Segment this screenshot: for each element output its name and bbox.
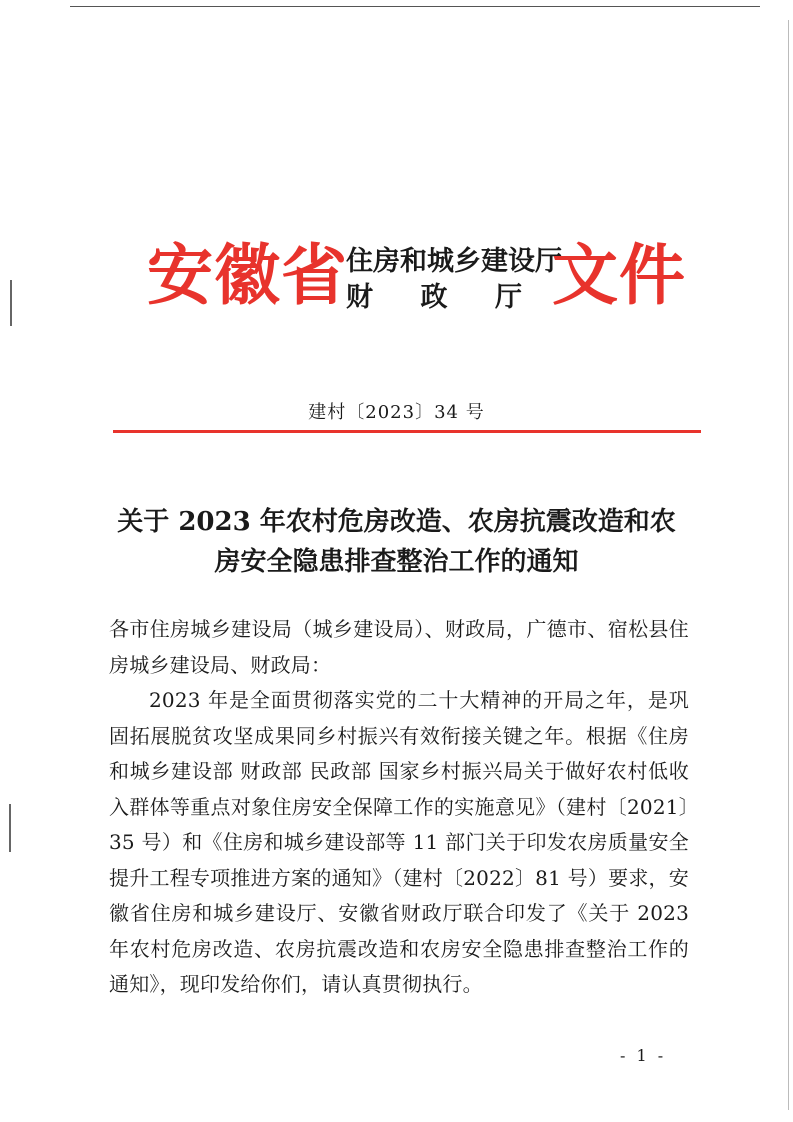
document-number: 建村〔2023〕34 号 bbox=[308, 402, 485, 423]
finance-char-1: 财 bbox=[346, 282, 373, 313]
scan-right-edge bbox=[788, 20, 789, 1110]
scan-mark-lower bbox=[9, 804, 11, 852]
header-departments bbox=[346, 244, 562, 316]
title-line-1: 关于 2023 年农村危房改造、农房抗震改造和农 bbox=[117, 507, 676, 537]
document-body bbox=[109, 612, 689, 1003]
title-line-2: 房安全隐患排查整治工作的通知 bbox=[214, 547, 579, 577]
scan-top-border bbox=[70, 6, 760, 7]
body-paragraph-1: 2023 年是全面贯彻落实党的二十大精神的开局之年，是巩固拓展脱贫攻坚成果同乡村振兴有效衔接关键之年。根据《住房和城乡建设部 财政部 民政部 国家乡村振兴局关于做好农村低收入群体等重点对象住房安全保障工作的实施意见》（建村〔2021〕35 号）和《住房和城乡建设部等 11 部门关于印发农房质量安全提升工程专项推进方案的通知》（建村〔2022〕81 号）要求，安徽省住房和城乡建设厅、安徽省财政厅联合印发了《关于 2023 年农村危房改造、农房抗震改造和农房安全隐患排查整治工作的通知》，现印发给你们，请认真贯彻执行。 bbox=[109, 688, 689, 996]
document-header bbox=[0, 232, 793, 322]
addressee: 各市住房城乡建设局（城乡建设局）、财政局，广德市、宿松县住房城乡建设局、财政局： bbox=[109, 617, 689, 677]
document-title bbox=[100, 502, 693, 582]
page-number: - 1 - bbox=[620, 1046, 667, 1065]
finance-char-3: 厅 bbox=[495, 282, 522, 313]
red-divider-line bbox=[113, 430, 701, 433]
header-department-finance bbox=[346, 280, 522, 316]
header-department-housing: 住房和城乡建设厅 bbox=[346, 246, 562, 277]
finance-char-2: 政 bbox=[420, 282, 448, 313]
header-suffix: 文件 bbox=[552, 236, 686, 314]
header-province: 安徽省 bbox=[147, 236, 348, 314]
